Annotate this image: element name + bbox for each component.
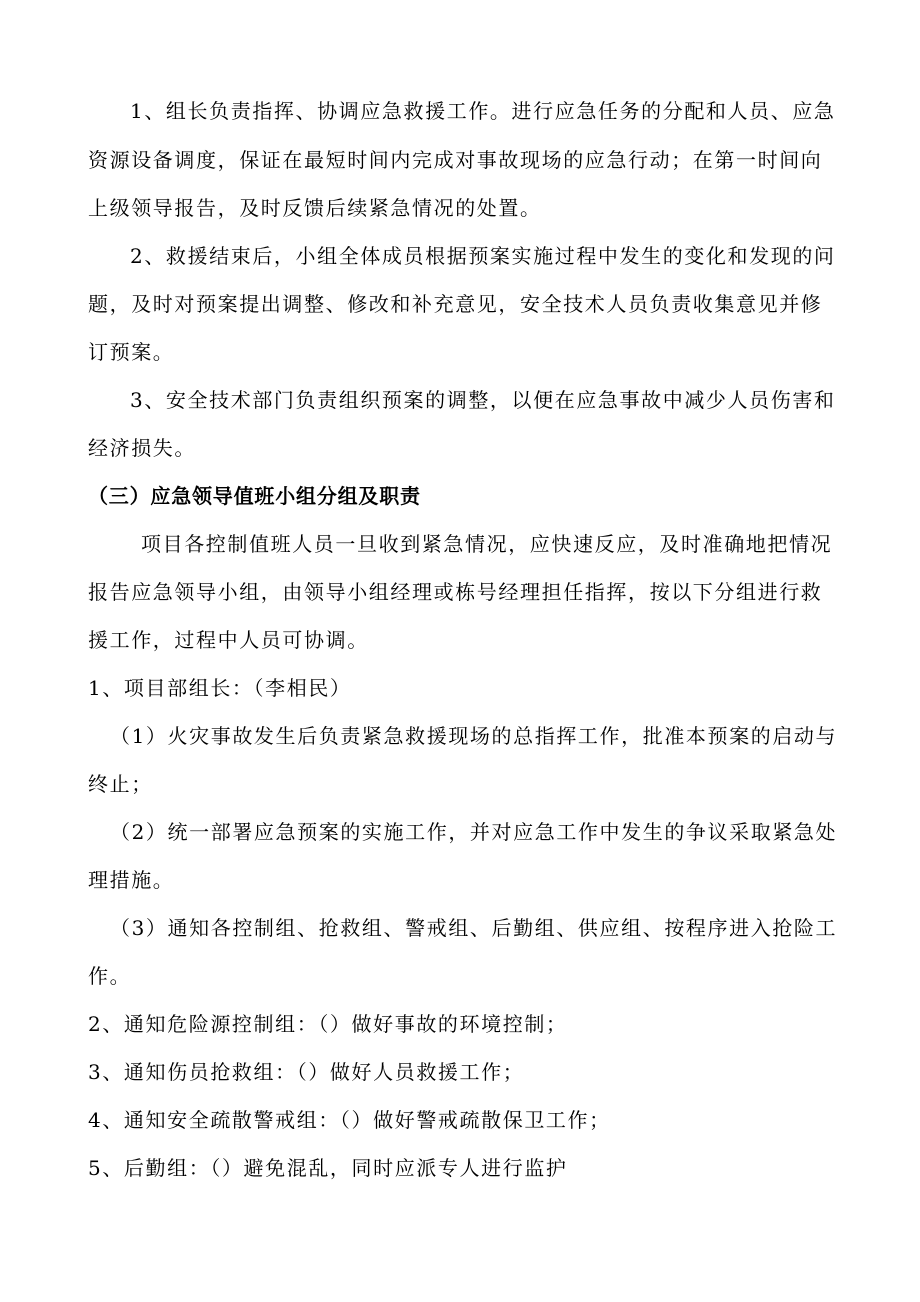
paragraph-1-line-1: 1、组长负责指挥、协调应急救援工作。进行应急任务的分配和人员、应急 [130, 99, 836, 123]
item-5-logistics: 5、后勤组：（）避免混乱，同时应派专人进行监护 [88, 1156, 568, 1180]
paragraph-2-line-2: 题，及时对预案提出调整、修改和补充意见，安全技术人员负责收集意见并修 [88, 292, 823, 316]
sub-item-2-line-1: （2）统一部署应急预案的实施工作，并对应急工作中发生的争议采取紧急处 [110, 820, 838, 844]
paragraph-1-line-3: 上级领导报告，及时反馈后续紧急情况的处置。 [88, 196, 542, 220]
item-1-leader: 1、项目部组长：（李相民） [88, 676, 352, 700]
paragraph-2-line-1: 2、救援结束后，小组全体成员根据预案实施过程中发生的变化和发现的问 [130, 244, 836, 268]
sub-item-1-line-1: （1）火灾事故发生后负责紧急救援现场的总指挥工作，批准本预案的启动与 [110, 724, 838, 748]
paragraph-2-line-3: 订预案。 [88, 340, 175, 364]
sub-item-2-line-2: 理措施。 [88, 868, 175, 892]
item-3-rescue-group: 3、通知伤员抢救组：（）做好人员救援工作； [88, 1060, 525, 1084]
paragraph-3-line-1: 3、安全技术部门负责组织预案的调整，以便在应急事故中减少人员伤害和 [130, 388, 836, 412]
paragraph-4-line-2: 报告应急领导小组，由领导小组经理或栋号经理担任指挥，按以下分组进行救 [88, 580, 823, 604]
section-heading: （三）应急领导值班小组分组及职责 [88, 484, 421, 508]
sub-item-3-line-1: （3）通知各控制组、抢救组、警戒组、后勤组、供应组、按程序进入抢险工 [110, 916, 838, 940]
sub-item-1-line-2: 终止； [88, 772, 153, 796]
paragraph-1-line-2: 资源设备调度，保证在最短时间内完成对事故现场的应急行动；在第一时间向 [88, 148, 823, 172]
sub-item-3-line-2: 作。 [88, 964, 132, 988]
item-4-evacuation-guard: 4、通知安全疏散警戒组：（）做好警戒疏散保卫工作； [88, 1108, 611, 1132]
paragraph-4-line-1: 项目各控制值班人员一旦收到紧急情况，应快速反应，及时准确地把情况 [141, 532, 833, 556]
paragraph-3-line-2: 经济损失。 [88, 436, 196, 460]
paragraph-4-line-3: 援工作，过程中人员可协调。 [88, 628, 369, 652]
item-2-hazard-control: 2、通知危险源控制组：（）做好事故的环境控制； [88, 1012, 568, 1036]
